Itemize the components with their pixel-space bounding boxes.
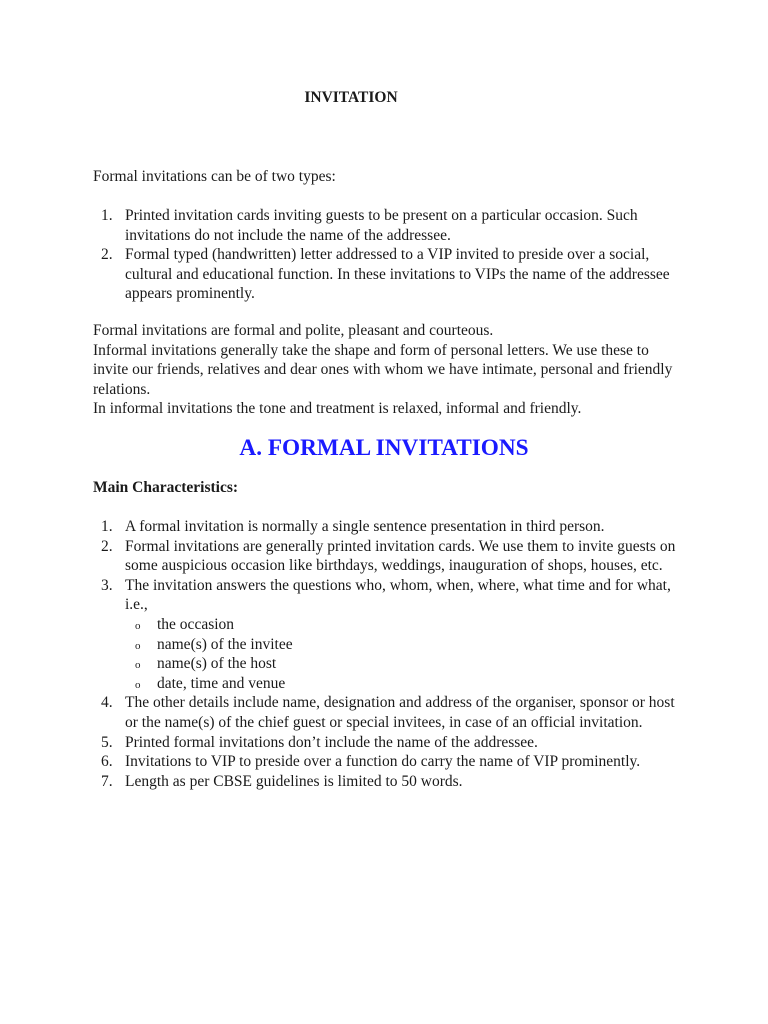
bullet-marker: o — [135, 619, 141, 632]
list-item-text: The invitation answers the questions who, whom, when, where, what time and for what, i.e., — [125, 576, 671, 614]
list-item — [93, 245, 683, 304]
list-item-number: 3. — [101, 576, 113, 594]
sub-list-item — [125, 635, 683, 655]
bullet-marker: o — [135, 639, 141, 652]
list-item-text: Printed formal invitations don’t include the name of the addressee. — [125, 733, 538, 751]
document-title: INVITATION — [304, 89, 398, 106]
list-item-text: A formal invitation is normally a single sentence presentation in third person. — [125, 518, 605, 535]
sub-list — [125, 615, 683, 693]
bullet-marker: o — [135, 678, 141, 691]
list-item — [93, 517, 683, 537]
list-item-number: 1. — [101, 518, 113, 535]
sub-list-item-text: the occasion — [157, 615, 235, 633]
list-item-text: Printed invitation cards inviting guests to be present on a particular occasion. Such invitations do not include the name of the addressee. — [125, 207, 638, 244]
list-item — [93, 733, 683, 753]
list-item-text: Formal typed (handwritten) letter addressed to a VIP invited to preside over a social, cultural and educational function. In these invitations to VIPs the name of the addressee appears prominently. — [125, 246, 670, 303]
bullet-marker: o — [135, 659, 141, 672]
list-item — [93, 537, 683, 576]
sub-list-item — [125, 654, 683, 674]
intro-text: Formal invitations can be of two types: — [93, 168, 336, 185]
list-item-number: 2. — [101, 246, 113, 264]
description-paragraphs — [93, 321, 683, 419]
list-item — [93, 752, 683, 772]
list-item — [93, 693, 683, 732]
list-item — [93, 772, 683, 792]
list-item-number: 7. — [101, 772, 113, 790]
list-item-text: The other details include name, designation and address of the organiser, sponsor or host or the name(s) of the chief guest or special invitees, in case of an official invitation. — [125, 694, 675, 731]
sub-list-item-text: name(s) of the invitee — [157, 635, 293, 653]
paragraph: Informal invitations generally take the shape and form of personal letters. We use these to invite our friends, relatives and dear ones with whom we have intimate, personal and friendly relations. — [93, 341, 673, 398]
sub-list-item — [125, 674, 683, 694]
characteristics-list — [93, 517, 683, 791]
list-item-number: 2. — [101, 537, 113, 555]
list-item-text: Length as per CBSE guidelines is limited to 50 words. — [125, 772, 463, 790]
characteristics-heading: Main Characteristics: — [93, 479, 239, 496]
sub-list-item-text: date, time and venue — [157, 674, 286, 692]
paragraph: In informal invitations the tone and treatment is relaxed, informal and friendly. — [93, 400, 582, 418]
sub-list-item-text: name(s) of the host — [157, 655, 277, 673]
list-item-number: 1. — [101, 207, 113, 224]
invitation-types-list — [93, 206, 683, 304]
list-item-text: Invitations to VIP to preside over a function do carry the name of VIP prominently. — [125, 753, 641, 771]
list-item — [93, 576, 683, 694]
section-heading: A. FORMAL INVITATIONS — [239, 435, 529, 461]
list-item-number: 6. — [101, 753, 113, 771]
list-item-text: Formal invitations are generally printed invitation cards. We use them to invite guests on some auspicious occasion like birthdays, weddings, inauguration of shops, houses, etc. — [125, 537, 676, 575]
list-item — [93, 206, 683, 245]
sub-list-item — [125, 615, 683, 635]
paragraph: Formal invitations are formal and polite, pleasant and courteous. — [93, 322, 494, 339]
list-item-number: 5. — [101, 733, 113, 751]
list-item-number: 4. — [101, 694, 113, 712]
